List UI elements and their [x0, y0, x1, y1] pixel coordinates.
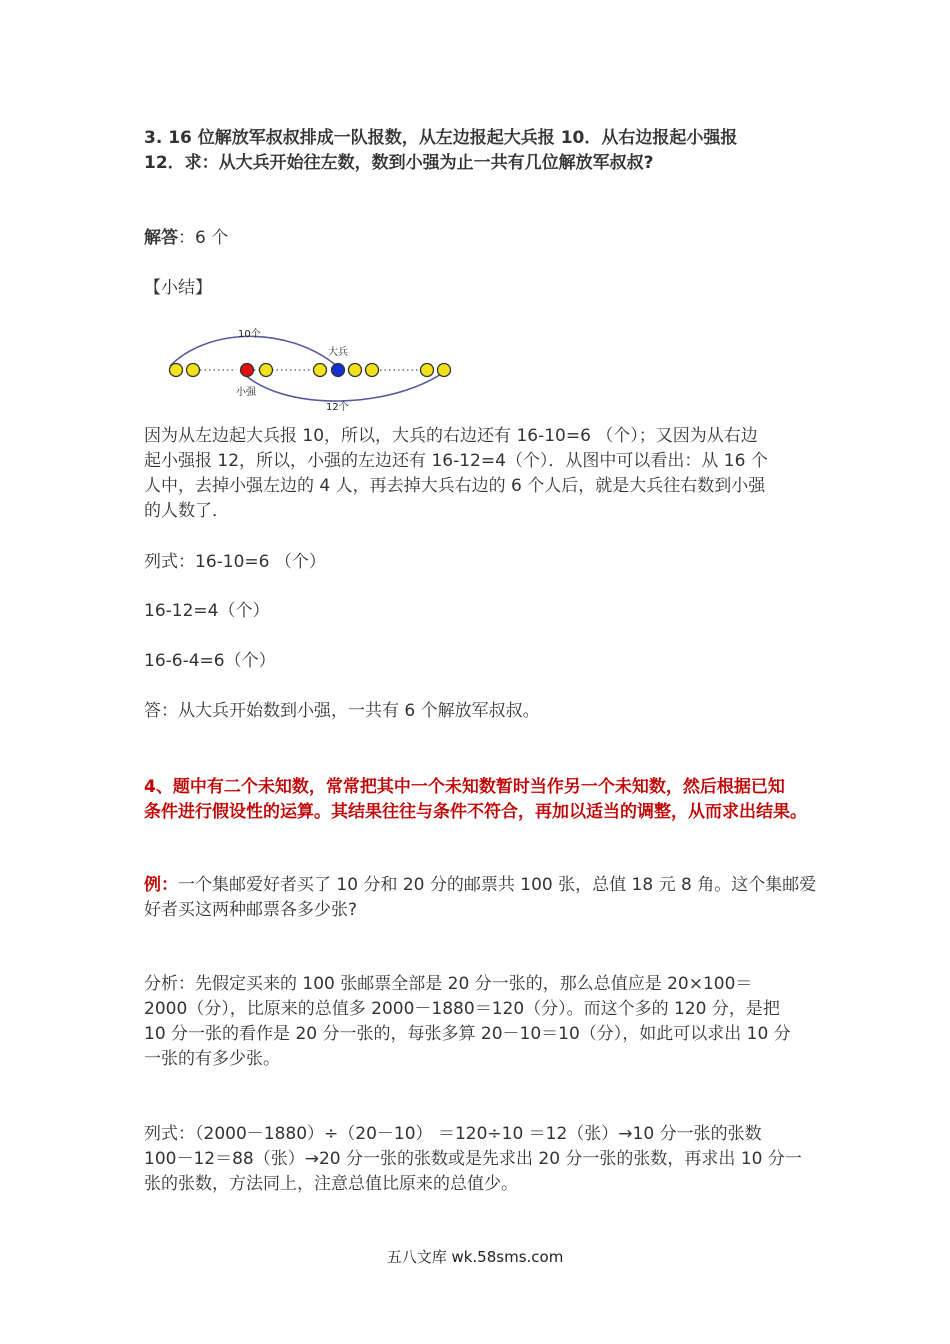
top-bracket-curve: [170, 336, 337, 366]
analysis-line: 2000（分），比原来的总值多 2000－1880＝120（分）。而这个多的 120 分，是把: [144, 999, 780, 1019]
explanation-line: 起小强报 12，所以，小强的左边还有 16-12=4（个）．从图中可以看出：从 16 个: [144, 451, 768, 471]
soldier-dot: [170, 364, 183, 377]
soldier-dot: [260, 364, 273, 377]
soldier-dot: [187, 364, 200, 377]
analysis-line: 一张的有多少张。: [144, 1049, 280, 1069]
label-10: 10个: [238, 329, 261, 340]
answer-sentence: 答：从大兵开始数到小强，一共有 6 个解放军叔叔。: [144, 701, 540, 721]
example-paragraph: [144, 873, 824, 923]
explanation-paragraph: [144, 424, 824, 524]
label-12: 12个: [326, 402, 349, 413]
formula-2: 16-12=4（个）: [144, 601, 270, 621]
soldier-dot: [421, 364, 434, 377]
soldier-dot: [366, 364, 379, 377]
analysis-line: 10 分一张的看作是 20 分一张的，每张多算 20－10＝10（分），如此可以求出 10 分: [144, 1024, 791, 1044]
answer-label: 解答: [144, 228, 178, 248]
question-3-line-1: 3. 16 位解放军叔叔排成一队报数，从左边报起大兵报 10．从右边报起小强报: [144, 128, 738, 148]
soldier-dot: [314, 364, 327, 377]
explanation-line: 的人数了．: [144, 501, 229, 521]
bottom-bracket-curve: [242, 370, 447, 401]
solution-line: 列式：（2000－1880）÷（20－10） ＝120÷10 ＝12（张）→10 分一张的张数: [144, 1124, 762, 1144]
method-4: [144, 775, 824, 825]
dabing-dot: [332, 364, 345, 377]
footer-watermark: 五八文库 wk.58sms.com: [386, 1248, 564, 1266]
solution-line: 100－12＝88（张）→20 分一张的张数或是先求出 20 分一张的张数，再求出 10 分一: [144, 1149, 802, 1169]
xiaoqiang-dot: [241, 364, 254, 377]
label-dabing: 大兵: [328, 347, 348, 358]
solution-paragraph: [144, 1122, 824, 1197]
summary-heading: 【小结】: [144, 278, 212, 298]
method-4-line-1: 4、题中有二个未知数，常常把其中一个未知数暂时当作另一个未知数，然后根据已知: [144, 777, 785, 797]
answer-value: ：6 个: [178, 228, 229, 248]
formula-1: 列式：16-10=6 （个）: [144, 552, 326, 572]
example-line-1: 一个集邮爱好者买了 10 分和 20 分的邮票共 100 张，总值 18 元 8 角。这个集邮爱: [178, 875, 817, 895]
example-label: 例：: [144, 875, 178, 895]
question-3-line-2: 12．求：从大兵开始往左数，数到小强为止一共有几位解放军叔叔?: [144, 153, 654, 173]
example-line-2: 好者买这两种邮票各多少张?: [144, 900, 358, 920]
analysis-line: 分析：先假定买来的 100 张邮票全部是 20 分一张的，那么总值应是 20×100＝: [144, 974, 753, 994]
solution-line: 张的张数，方法同上，注意总值比原来的总值少。: [144, 1174, 518, 1194]
formula-3: 16-6-4=6（个）: [144, 651, 276, 671]
soldier-dot: [438, 364, 451, 377]
explanation-line: 因为从左边起大兵报 10，所以，大兵的右边还有 16-10=6 （个）；又因为从右边: [144, 426, 758, 446]
method-4-line-2: 条件进行假设性的运算。其结果往往与条件不符合，再加以适当的调整，从而求出结果。: [144, 802, 807, 822]
label-xiaoqiang: 小强: [236, 387, 256, 398]
explanation-line: 人中，去掉小强左边的 4 人，再去掉大兵右边的 6 个人后，就是大兵往右数到小强: [144, 476, 766, 496]
soldier-dot: [349, 364, 362, 377]
answer-line: [144, 226, 824, 251]
question-3: [144, 126, 824, 176]
analysis-paragraph: [144, 972, 824, 1072]
soldier-line-diagram: [162, 320, 462, 420]
